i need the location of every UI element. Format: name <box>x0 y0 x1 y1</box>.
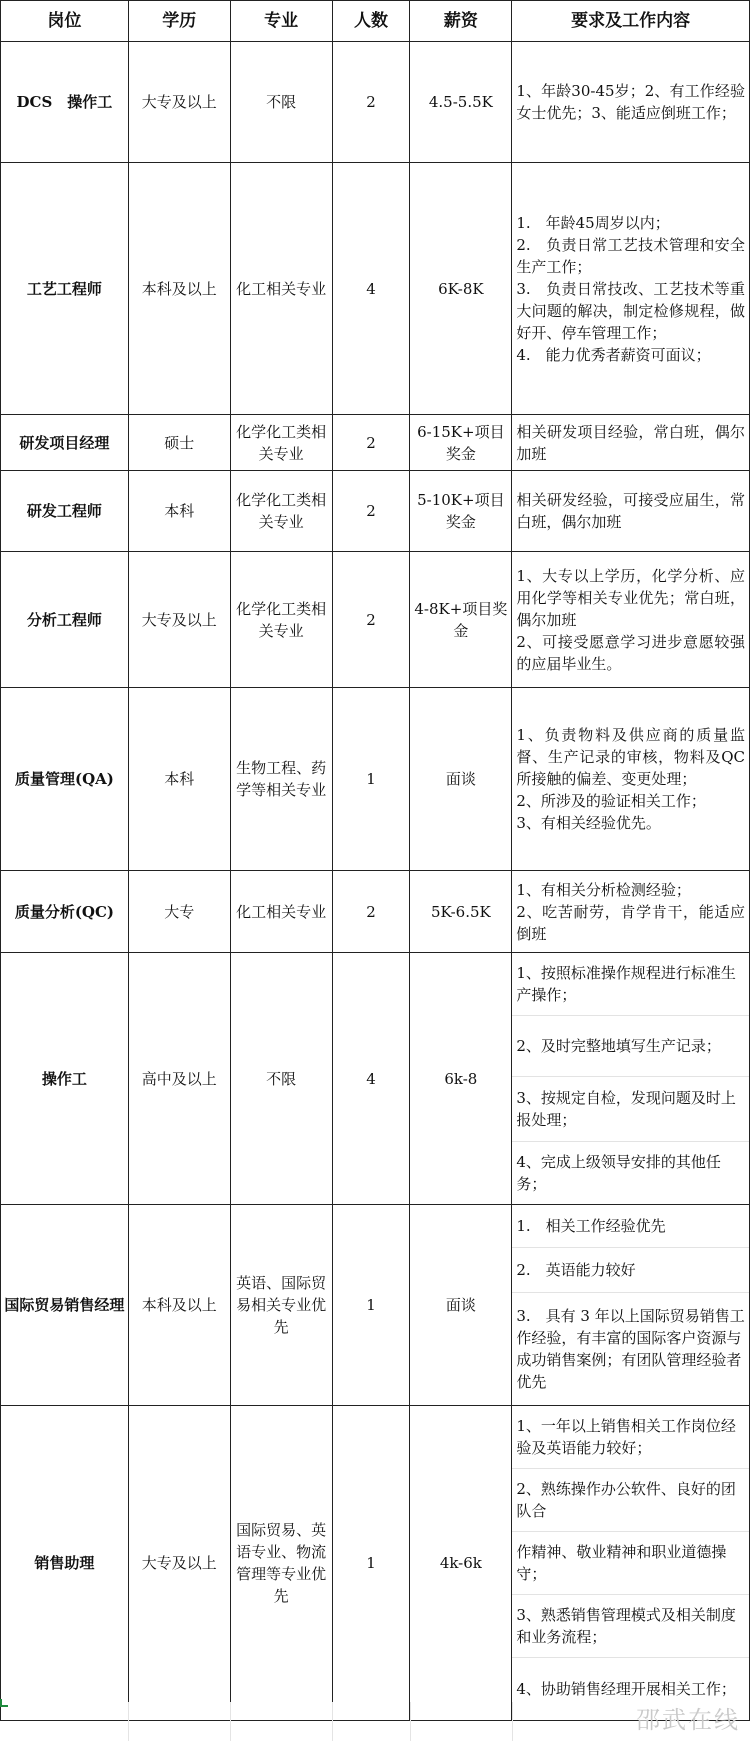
header-count: 人数 <box>332 1 410 42</box>
count-cell: 2 <box>332 415 410 471</box>
major-cell: 不限 <box>230 953 332 1205</box>
requirements-item: 1. 相关工作经验优先 <box>516 1217 666 1235</box>
position-cell: 研发项目经理 <box>1 415 129 471</box>
salary-cell: 4-8K+项目奖金 <box>410 552 512 688</box>
major-cell: 国际贸易、英语专业、物流管理等专业优先 <box>230 1406 332 1721</box>
salary-cell: 面谈 <box>410 1205 512 1406</box>
requirements-item: 2、及时完整地填写生产记录； <box>512 1015 749 1076</box>
requirements-cell <box>512 415 750 471</box>
requirements-cell <box>512 688 750 871</box>
position-cell: 研发工程师 <box>1 471 129 552</box>
requirements-text: 相关研发项目经验，常白班，偶尔加班 <box>516 422 745 463</box>
table-row <box>1 42 750 163</box>
spreadsheet-gridline <box>332 1702 333 1741</box>
requirements-cell <box>512 953 750 1205</box>
position-cell: 工艺工程师 <box>1 163 129 415</box>
table-row <box>1 1406 750 1721</box>
major-cell: 不限 <box>230 42 332 163</box>
position-cell: 国际贸易销售经理 <box>1 1205 129 1406</box>
salary-cell: 面谈 <box>410 688 512 871</box>
position-cell: 质量管理(QA) <box>1 688 129 871</box>
salary-cell: 6k-8 <box>410 953 512 1205</box>
requirements-item: 作精神、敬业精神和职业道德操守； <box>512 1531 749 1594</box>
requirements-cell <box>512 42 750 163</box>
requirements-cell <box>512 1406 750 1721</box>
salary-cell: 4.5-5.5K <box>410 42 512 163</box>
table-row <box>1 471 750 552</box>
major-cell: 生物工程、药学等相关专业 <box>230 688 332 871</box>
header-education: 学历 <box>128 1 230 42</box>
education-cell: 本科及以上 <box>128 163 230 415</box>
table-header-row <box>1 1 750 42</box>
education-cell: 高中及以上 <box>128 953 230 1205</box>
table-row <box>1 552 750 688</box>
count-cell: 1 <box>332 688 410 871</box>
position-cell: 分析工程师 <box>1 552 129 688</box>
requirements-item: 1、一年以上销售相关工作岗位经验及英语能力较好； <box>516 1417 736 1457</box>
count-cell: 1 <box>332 1205 410 1406</box>
table-row <box>1 871 750 953</box>
header-major: 专业 <box>230 1 332 42</box>
position-cell: 销售助理 <box>1 1406 129 1721</box>
count-cell: 2 <box>332 42 410 163</box>
table-row <box>1 1205 750 1406</box>
salary-cell: 4k-6k <box>410 1406 512 1721</box>
education-cell: 本科 <box>128 688 230 871</box>
spreadsheet-gridline <box>512 1702 513 1741</box>
count-cell: 1 <box>332 1406 410 1721</box>
requirements-item: 3. 具有 3 年以上国际贸易销售工作经验，有丰富的国际客户资源与成功销售案例；有团队管理经验者优先 <box>512 1292 749 1405</box>
education-cell: 大专 <box>128 871 230 953</box>
requirements-item: 2. 英语能力较好 <box>512 1247 749 1292</box>
requirements-cell <box>512 163 750 415</box>
position-cell: DCS 操作工 <box>1 42 129 163</box>
salary-cell: 6K-8K <box>410 163 512 415</box>
count-cell: 4 <box>332 163 410 415</box>
spreadsheet-gridline <box>410 1702 411 1741</box>
major-cell: 化学化工类相关专业 <box>230 415 332 471</box>
spreadsheet-gridline <box>128 1702 129 1741</box>
requirements-text: 1、大专以上学历，化学分析、应用化学等相关专业优先；常白班，偶尔加班 2、可接受愿意学习进步意愿较强的应届毕业生。 <box>516 566 745 673</box>
requirements-item: 3、熟悉销售管理模式及相关制度和业务流程； <box>512 1594 749 1657</box>
count-cell: 2 <box>332 552 410 688</box>
watermark: 邵武在线 <box>636 1706 740 1734</box>
requirements-item: 4、完成上级领导安排的其他任务； <box>512 1141 749 1204</box>
requirements-item: 3、按规定自检，发现问题及时上报处理； <box>512 1076 749 1141</box>
table-row <box>1 163 750 415</box>
salary-cell: 6-15K+项目奖金 <box>410 415 512 471</box>
spreadsheet-gridline <box>230 1702 231 1741</box>
education-cell: 本科 <box>128 471 230 552</box>
requirements-item: 1、按照标准操作规程进行标准生产操作； <box>516 964 736 1004</box>
major-cell: 化工相关专业 <box>230 163 332 415</box>
count-cell: 2 <box>332 471 410 552</box>
header-requirements: 要求及工作内容 <box>512 1 750 42</box>
education-cell: 硕士 <box>128 415 230 471</box>
major-cell: 化学化工类相关专业 <box>230 552 332 688</box>
education-cell: 大专及以上 <box>128 42 230 163</box>
education-cell: 大专及以上 <box>128 552 230 688</box>
requirements-text: 1、负责物料及供应商的质量监督、生产记录的审核，物料及QC所接触的偏差、变更处理； 2、所涉及的验证相关工作； 3、有相关经验优先。 <box>516 726 745 832</box>
position-cell: 质量分析(QC) <box>1 871 129 953</box>
requirements-item: 2、熟练操作办公软件、良好的团队合 <box>512 1468 749 1531</box>
major-cell: 化学化工类相关专业 <box>230 471 332 552</box>
requirements-text: 相关研发经验，可接受应届生，常白班，偶尔加班 <box>516 491 745 531</box>
requirements-cell <box>512 471 750 552</box>
salary-cell: 5-10K+项目奖金 <box>410 471 512 552</box>
salary-cell: 5K-6.5K <box>410 871 512 953</box>
education-cell: 本科及以上 <box>128 1205 230 1406</box>
major-cell: 英语、国际贸易相关专业优先 <box>230 1205 332 1406</box>
requirements-cell <box>512 871 750 953</box>
table-row <box>1 953 750 1205</box>
count-cell: 4 <box>332 953 410 1205</box>
major-cell: 化工相关专业 <box>230 871 332 953</box>
position-cell: 操作工 <box>1 953 129 1205</box>
requirements-text: 1、有相关分析检测经验； 2、吃苦耐劳，肯学肯干，能适应倒班 <box>516 880 745 943</box>
requirements-cell <box>512 1205 750 1406</box>
requirements-item: 4、协助销售经理开展相关工作； <box>512 1657 749 1720</box>
sheet-corner-marker <box>0 1699 8 1707</box>
count-cell: 2 <box>332 871 410 953</box>
header-position: 岗位 <box>1 1 129 42</box>
requirements-cell <box>512 552 750 688</box>
requirements-text: 1、年龄30-45岁；2、有工作经验女士优先；3、能适应倒班工作； <box>516 82 745 122</box>
table-row <box>1 415 750 471</box>
table-row <box>1 688 750 871</box>
header-salary: 薪资 <box>410 1 512 42</box>
requirements-text: 1. 年龄45周岁以内； 2. 负责日常工艺技术管理和安全生产工作； 3. 负责日常技改、工艺技术等重大问题的解决，制定检修规程，做好开、停车管理工作； 4. 能力优秀者薪资可面议； <box>516 213 745 364</box>
education-cell: 大专及以上 <box>128 1406 230 1721</box>
